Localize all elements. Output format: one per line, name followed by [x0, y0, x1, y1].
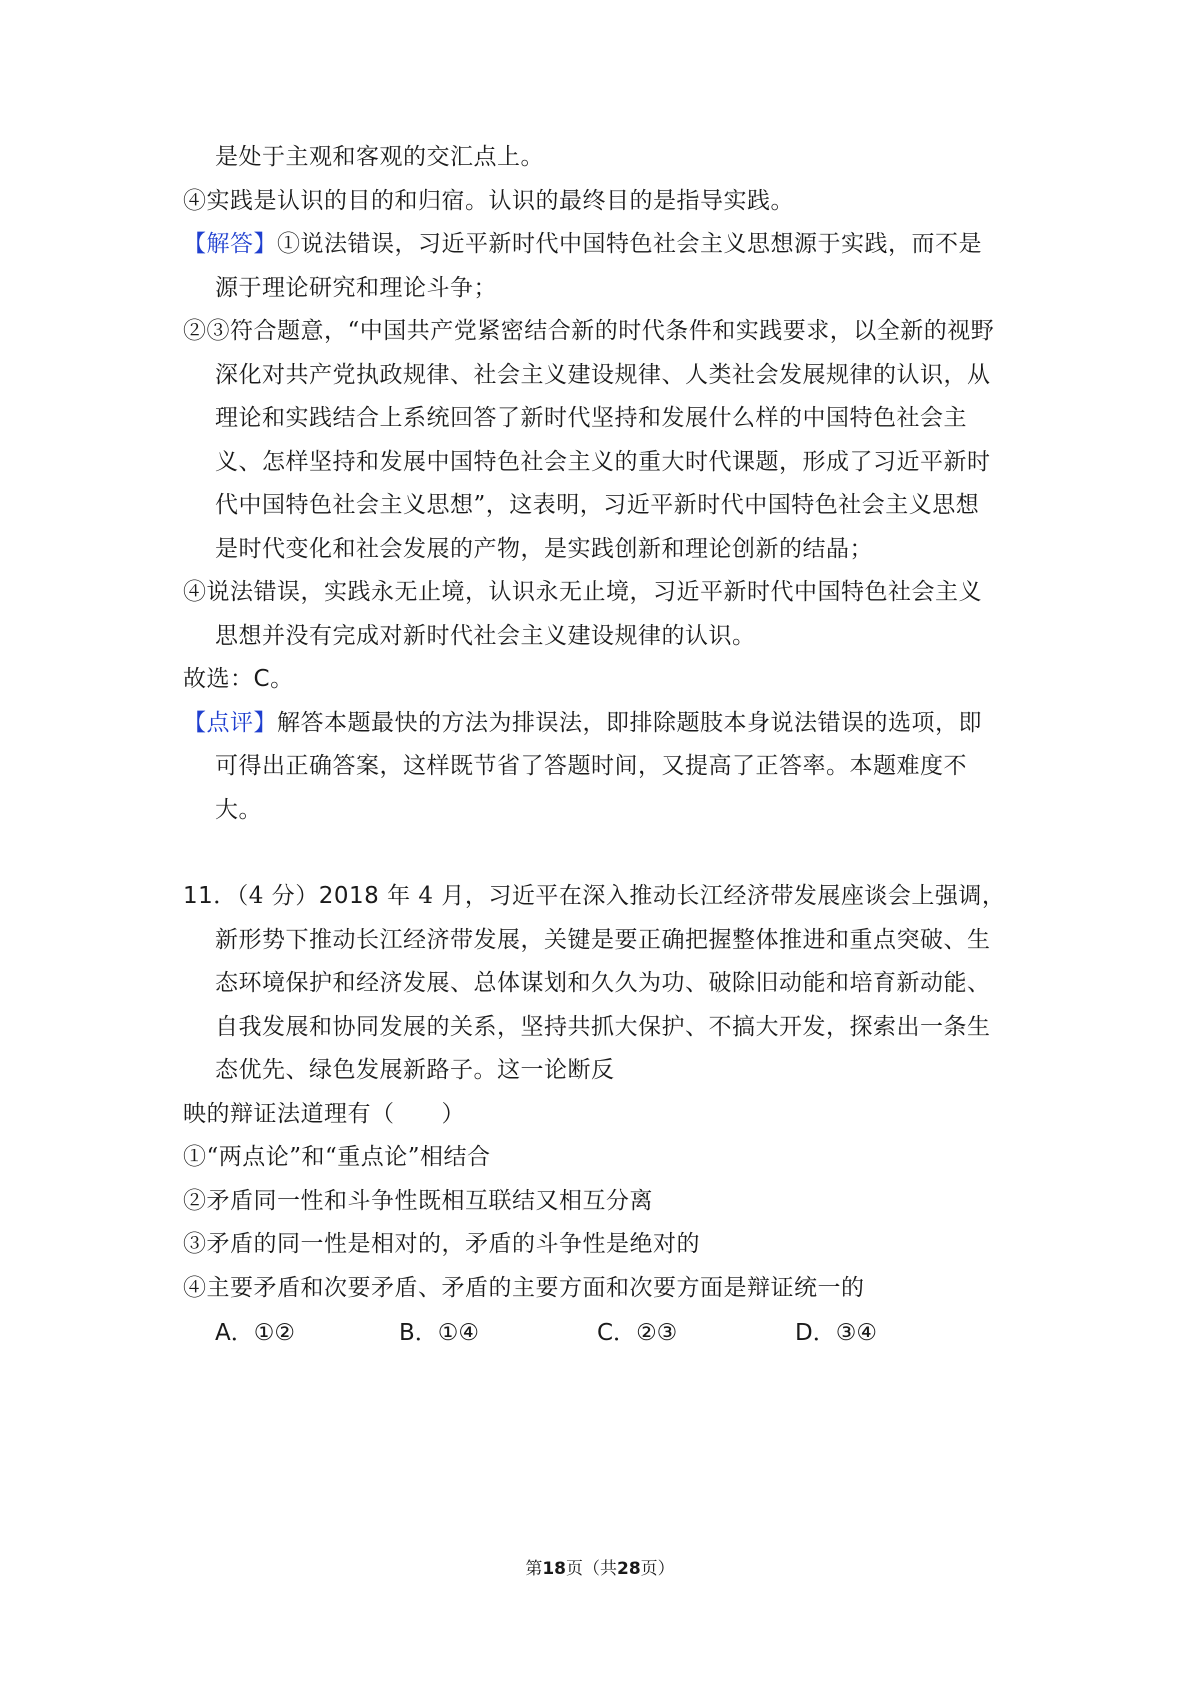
- answer-choice: [183, 664, 294, 694]
- answer-line: [183, 229, 982, 259]
- comment-tag: 【点评】: [183, 710, 277, 736]
- answer-choice-prefix: 故选：: [183, 666, 254, 692]
- option-letter: D．: [795, 1320, 836, 1346]
- comment-line: 大。: [215, 797, 262, 823]
- question-line: 新形势下推动长江经济带发展，关键是要正确把握整体推进和重点突破、生: [215, 927, 991, 953]
- option-letter: B．: [399, 1320, 438, 1346]
- question-year: 2018: [318, 883, 380, 909]
- option-a: [215, 1318, 295, 1348]
- footer-total-pages: 28: [617, 1559, 641, 1579]
- question-line: 态优先、绿色发展新路子。这一论断反: [215, 1057, 615, 1083]
- answer-options: [215, 1318, 975, 1350]
- question-line: [183, 881, 1005, 911]
- footer-page-number: 18: [542, 1559, 566, 1579]
- question-score: （4 分）: [236, 883, 319, 909]
- question-text: 年 4 月，习近平在深入推动长江经济带发展座谈会上强调，: [387, 883, 1006, 909]
- answer-line: 是时代变化和社会发展的产物，是实践创新和理论创新的结晶；: [215, 536, 873, 562]
- page-footer: [0, 1558, 1200, 1580]
- analysis-line: 是处于主观和客观的交汇点上。: [215, 144, 544, 170]
- footer-middle: 页（共: [566, 1559, 617, 1579]
- option-value: ③④: [835, 1320, 877, 1346]
- question-line: 自我发展和协同发展的关系，坚持共抓大保护、不搞大开发，探索出一条生: [215, 1014, 991, 1040]
- option-letter: A．: [215, 1320, 254, 1346]
- answer-line: 思想并没有完成对新时代社会主义建设规律的认识。: [215, 623, 756, 649]
- statement-item: ④主要矛盾和次要矛盾、矛盾的主要方面和次要方面是辩证统一的: [183, 1275, 865, 1301]
- option-value: ②③: [636, 1320, 678, 1346]
- comment-line: [183, 708, 982, 738]
- answer-line: 义、怎样坚持和发展中国特色社会主义的重大时代课题，形成了习近平新时: [215, 449, 991, 475]
- statement-item: ①“两点论”和“重点论”相结合: [183, 1144, 491, 1170]
- footer-prefix: 第: [525, 1559, 543, 1579]
- statement-item: ③矛盾的同一性是相对的，矛盾的斗争性是绝对的: [183, 1231, 700, 1257]
- comment-text: 解答本题最快的方法为排误法，即排除题肢本身说法错误的选项，即: [277, 710, 982, 736]
- answer-line: ②③符合题意，“中国共产党紧密结合新的时代条件和实践要求，以全新的视野: [183, 318, 995, 344]
- option-b: [399, 1318, 479, 1348]
- option-c: [597, 1318, 677, 1348]
- footer-suffix: 页）: [640, 1559, 675, 1579]
- answer-line: 代中国特色社会主义思想”，这表明，习近平新时代中国特色社会主义思想: [215, 492, 980, 518]
- answer-choice-suffix: 。: [270, 666, 294, 692]
- answer-line: 源于理论研究和理论斗争；: [215, 275, 497, 301]
- answer-line: ④说法错误，实践永无止境，认识永无止境，习近平新时代中国特色社会主义: [183, 579, 982, 605]
- comment-line: 可得出正确答案，这样既节省了答题时间，又提高了正答率。本题难度不: [215, 753, 967, 779]
- option-value: ①②: [253, 1320, 295, 1346]
- question-number: 11．: [183, 883, 237, 909]
- question-line: 映的辩证法道理有（ ）: [183, 1101, 465, 1127]
- option-letter: C．: [597, 1320, 637, 1346]
- option-value: ①④: [437, 1320, 480, 1346]
- answer-tag: 【解答】: [183, 231, 277, 257]
- statement-item: ②矛盾同一性和斗争性既相互联结又相互分离: [183, 1188, 653, 1214]
- analysis-line: ④实践是认识的目的和归宿。认识的最终目的是指导实践。: [183, 188, 794, 214]
- answer-text: ①说法错误，习近平新时代中国特色社会主义思想源于实践，而不是: [277, 231, 982, 257]
- answer-line: 理论和实践结合上系统回答了新时代坚持和发展什么样的中国特色社会主: [215, 405, 967, 431]
- question-line: 态环境保护和经济发展、总体谋划和久久为功、破除旧动能和培育新动能、: [215, 970, 991, 996]
- answer-line: 深化对共产党执政规律、社会主义建设规律、人类社会发展规律的认识，从: [215, 362, 991, 388]
- answer-choice-value: C: [253, 666, 271, 692]
- option-d: [795, 1318, 877, 1348]
